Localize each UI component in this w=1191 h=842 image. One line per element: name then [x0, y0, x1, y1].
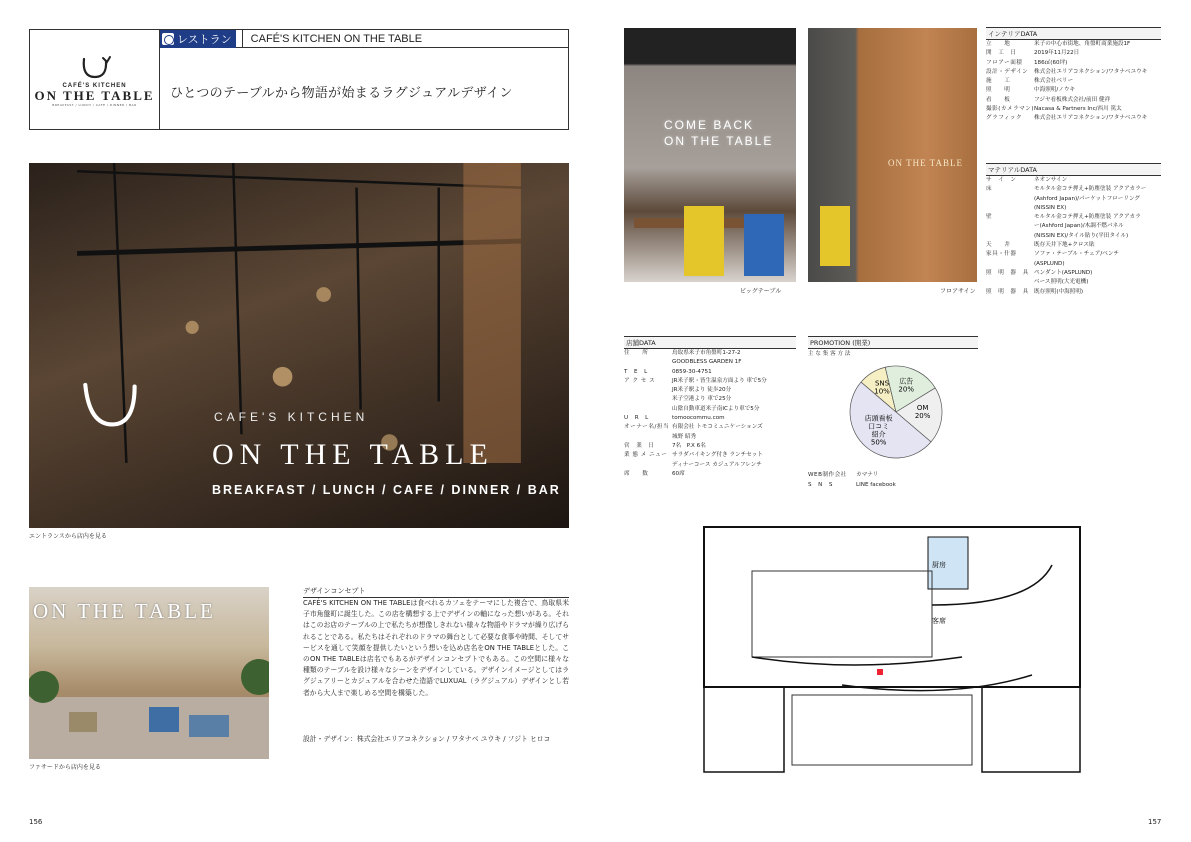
store-row-label: 住 所 — [624, 350, 649, 356]
material-row-label: 照 明 器 具 — [986, 269, 1029, 276]
interior-data-rows — [986, 40, 1161, 124]
interior-row — [986, 105, 1161, 114]
web-label: WEB制作会社 — [808, 472, 847, 478]
page-number-left: 156 — [29, 818, 43, 826]
material-data-title: マテリアルDATA — [986, 163, 1161, 176]
material-row-value: モルタル金コテ押え+防塵塗装 アクアカラー — [1034, 186, 1147, 193]
material-row — [986, 176, 1161, 185]
interior-row-label: 撮影(カメラマン) — [986, 106, 1035, 113]
store-data — [624, 336, 796, 479]
store-row-value: 有限会社 トモコミュニケーションズ — [672, 424, 763, 431]
store-row-value: JR米子駅より 徒歩20分 — [672, 387, 732, 394]
interior-row — [986, 68, 1161, 77]
store-row — [624, 377, 796, 386]
tagline: ひとつのテーブルから物語が始まるラグジュアルデザイン — [170, 86, 513, 101]
concept-credit: 設計・デザイン：株式会社エリアコネクション / ワタナベ ユウキ / フジト ヒロコ — [303, 735, 551, 743]
big-table-sign1: COME BACK — [664, 118, 755, 132]
facade-interior-illustration — [29, 627, 269, 759]
store-row-value: 60席 — [672, 470, 685, 477]
sign-line2: ON THE TABLE — [212, 438, 494, 471]
material-row-label: 家具・什器 — [986, 251, 1017, 258]
material-row-value: ペンダント(ASPLUND) — [1034, 269, 1093, 276]
interior-row-label: 看 板 — [986, 96, 1011, 103]
material-row-value: ソファ・テーブル・チェア/ベンチ — [1034, 251, 1120, 258]
concept-title: デザインコンセプト — [303, 586, 569, 598]
material-row — [986, 278, 1161, 287]
store-row-label: 業 態 メ ニュー — [624, 452, 668, 459]
store-name: CAFÉ'S KITCHEN ON THE TABLE — [242, 30, 422, 48]
sns-value: LINE facebook — [856, 482, 896, 488]
material-row — [986, 232, 1161, 241]
pie-value-label: 20% — [914, 412, 931, 421]
main-photo-caption: エントランスから店内を見る — [29, 533, 107, 540]
floor-sign-text: ON THE TABLE — [888, 158, 963, 168]
pie-category-label: 広告 — [899, 377, 914, 386]
store-data-title: 店舗DATA — [624, 336, 796, 349]
interior-row-value: 米子の中心市街地、角盤町商業施設1F — [1034, 41, 1131, 47]
logo-line2: ON THE TABLE — [34, 87, 155, 103]
store-row-label — [624, 405, 672, 414]
floor-sign-chair-illustration — [808, 198, 977, 282]
interior-row-value: 2019年11月22日 — [1034, 50, 1080, 57]
interior-row — [986, 114, 1161, 123]
store-row-label — [624, 358, 672, 367]
floor-sign-caption: フロアサイン — [940, 288, 976, 295]
store-row-value: tomoocommu.com — [672, 415, 725, 422]
store-row-label: ア ク セ ス — [624, 377, 656, 384]
material-data-rows — [986, 176, 1161, 297]
facade-sign: ON THE TABLE — [33, 599, 216, 623]
store-row-label — [624, 433, 672, 442]
store-row — [624, 349, 796, 358]
interior-row-label: 設計・デザイン — [986, 68, 1029, 75]
floor-plan — [702, 525, 1082, 775]
material-row-value: (ASPLUND) — [1034, 260, 1065, 267]
material-row — [986, 260, 1161, 269]
interior-row-value: フジヤ看板株式会社/前田 健祥 — [1034, 96, 1111, 103]
interior-data-title: インテリアDATA — [986, 27, 1161, 40]
sns-label: S N S — [808, 482, 833, 488]
floor-sign-photo — [808, 28, 977, 282]
store-row — [624, 470, 796, 479]
interior-row-label: グラフィック — [986, 115, 1023, 122]
material-row-label — [986, 278, 1034, 287]
interior-row — [986, 86, 1161, 95]
interior-row — [986, 59, 1161, 68]
store-row — [624, 423, 796, 432]
interior-row-value: Nacasa & Partners Inc/西川 篤太 — [1034, 106, 1122, 113]
category-label: レストラン — [177, 32, 232, 46]
promotion-subtitle: 主 な 集 客 方 法 — [808, 351, 851, 357]
interior-row-label: 立 地 — [986, 41, 1011, 47]
interior-row-value: 株式会社ベリー — [1034, 78, 1074, 85]
material-row-value: ベース照明(大光電機) — [1034, 279, 1089, 286]
material-row-label: 天 井 — [986, 242, 1011, 249]
store-data-rows — [624, 349, 796, 479]
store-row-label: 営 業 日 — [624, 442, 655, 449]
store-row — [624, 368, 796, 377]
store-row-label: 席 数 — [624, 470, 649, 477]
material-row-value: ー(Ashford Japan)/木調不燃パネル — [1034, 223, 1124, 230]
store-row-value: 7名 P.X 6名 — [672, 442, 706, 449]
material-row — [986, 241, 1161, 250]
sign-line1: CAFE'S KITCHEN — [214, 410, 369, 424]
category-row — [160, 30, 568, 48]
pie-value-label: 10% — [874, 387, 890, 396]
material-row-value: 既存照明(中海照明) — [1034, 288, 1084, 295]
store-row-value: 鳥取県米子市角盤町1-27-2 — [672, 350, 741, 356]
store-row-value: 0859-30-4751 — [672, 368, 712, 375]
material-row — [986, 204, 1161, 213]
store-row-value: JR米子駅・皆生温泉方面より 車で5分 — [672, 377, 767, 384]
web-value: カマナリ — [856, 472, 879, 478]
smile-logo-icon — [77, 53, 113, 81]
material-row-label: サ イ ン — [986, 177, 1017, 183]
store-row-value: GOODBLESS GARDEN 1F — [672, 359, 742, 366]
facade-photo — [29, 587, 269, 759]
facade-photo-caption: ファサードから店内を見る — [29, 764, 101, 771]
material-row-label — [986, 195, 1034, 204]
interior-row-value: 株式会社エリアコネクション/ワタナベユウキ — [1034, 115, 1148, 122]
store-row — [624, 461, 796, 470]
interior-row — [986, 77, 1161, 86]
store-row — [624, 395, 796, 404]
promotion-title: PROMOTION (開業) — [808, 336, 978, 349]
material-row-value: (Ashford Japan)/パーケットフローリング — [1034, 195, 1141, 202]
store-row — [624, 414, 796, 423]
material-row — [986, 195, 1161, 204]
material-row — [986, 185, 1161, 194]
main-photo — [29, 163, 569, 528]
interior-row-value: 186㎡(60坪) — [1034, 59, 1068, 66]
material-row-label — [986, 222, 1034, 231]
store-row-value: ディナーコース カジュアルフレンチ — [672, 461, 762, 468]
interior-data — [986, 27, 1161, 124]
store-header-box — [29, 29, 569, 130]
page-number-right: 157 — [1148, 818, 1162, 826]
pie-category-label: 口コミ — [868, 422, 890, 431]
interior-row-label: 開 工 日 — [986, 50, 1017, 57]
material-row — [986, 222, 1161, 231]
logo-line1: CAFÉ'S KITCHEN — [62, 82, 127, 89]
material-row-label — [986, 204, 1034, 213]
material-row-value: モルタル金コテ押え+防塵塗装 アクアカラ — [1034, 214, 1141, 221]
concept-body: CAFÉ'S KITCHEN ON THE TABLEは食べれるカフェをテーマにした複合で、鳥取県米子市角盤町に誕生した。この店を構想する上でデザインの軸になった想いがある。それはこのお店のテーブルの上で私たちが想像しきれない様々な物語やドラマが繰り広げられることである。私たちはそれぞれのドラマの舞台として必要な食事や時間、そしてサービスを通して笑顔を提供したいという想いを込め店名をON THE TABLEとした。このON THE TABLEは店名でもあるがデザインコンセプトでもある。この空間に様々な種類のテーブルを設け様々なシーンをデザインしている。デザインイメージとしてはラグジュアリーとカジュアルを合わせた造語でLUXUAL（ラグジュアル）デザインとし若者から大人まで楽しめる空間を構築した。 — [303, 599, 569, 697]
material-row-label — [986, 260, 1034, 269]
material-row-value: ネオンサイン — [1034, 177, 1068, 183]
big-table-caption: ビッグテーブル — [740, 288, 782, 295]
interior-row-label: 照 明 — [986, 87, 1011, 94]
material-row-label: 床 — [986, 186, 993, 193]
pie-category-label: 店頭看板 — [864, 414, 893, 423]
pie-category-label: SNS — [874, 379, 890, 388]
material-row-value: (NISSIN EX) — [1034, 204, 1067, 211]
material-row-value: (NISSIN EX)/タイル貼り(平田タイル) — [1034, 232, 1129, 239]
pie-value-label: 20% — [898, 385, 914, 394]
store-row-label — [624, 386, 672, 395]
chairs-illustration — [624, 198, 796, 282]
material-data — [986, 163, 1161, 297]
interior-row-label: 施 工 — [986, 78, 1011, 85]
material-row-label: 壁 — [986, 214, 993, 221]
interior-row-value: 株式会社エリアコネクション/ワタナベユウキ — [1034, 68, 1148, 75]
store-row — [624, 386, 796, 395]
material-row-value: 既存天井下地+クロス貼 — [1034, 242, 1095, 249]
material-row — [986, 288, 1161, 297]
big-table-photo — [624, 28, 796, 282]
store-row-value: サラダバイキング付き ランチセット — [672, 452, 763, 459]
interior-row-value: 中海照明/ノウキ — [1034, 87, 1076, 94]
material-row-label — [986, 232, 1034, 241]
store-row-value: 山陰自動車道米子南ICより車で5分 — [672, 405, 760, 412]
plan-seating-label: 客席 — [932, 617, 946, 625]
interior-row — [986, 40, 1161, 49]
store-logo — [30, 30, 160, 129]
material-row — [986, 213, 1161, 222]
store-row-label: U R L — [624, 415, 649, 422]
big-table-sign2: ON THE TABLE — [664, 134, 774, 148]
plan-kitchen-label: 厨房 — [932, 561, 946, 569]
store-row-label: T E L — [624, 368, 648, 375]
material-row — [986, 250, 1161, 259]
store-row — [624, 451, 796, 460]
promotion-pie-chart — [808, 350, 988, 465]
sign-line3: BREAKFAST / LUNCH / CAFE / DINNER / BAR — [212, 483, 561, 497]
category-badge — [160, 30, 236, 48]
pie-value-label: 50% — [870, 438, 887, 447]
interior-row — [986, 49, 1161, 58]
logo-line3: BREAKFAST / LUNCH / CAFE / DINNER / BAR — [52, 102, 137, 107]
interior-row-label: フロアー面積 — [986, 59, 1023, 66]
store-row-value: 米子空港より 車で25分 — [672, 396, 732, 403]
pie-category-label: OM — [916, 404, 929, 413]
store-row — [624, 442, 796, 451]
material-row — [986, 269, 1161, 278]
pie-category-label: 紹介 — [871, 430, 886, 439]
store-row-value: 城野 昭秀 — [672, 433, 697, 440]
interior-row — [986, 96, 1161, 105]
store-row-label: オーナー名/担当 — [624, 424, 670, 431]
store-row — [624, 433, 796, 442]
store-row — [624, 358, 796, 367]
material-row-label: 照 明 器 具 — [986, 288, 1029, 295]
store-row-label — [624, 395, 672, 404]
store-row-label — [624, 461, 672, 470]
restaurant-icon — [162, 33, 174, 45]
store-row — [624, 405, 796, 414]
